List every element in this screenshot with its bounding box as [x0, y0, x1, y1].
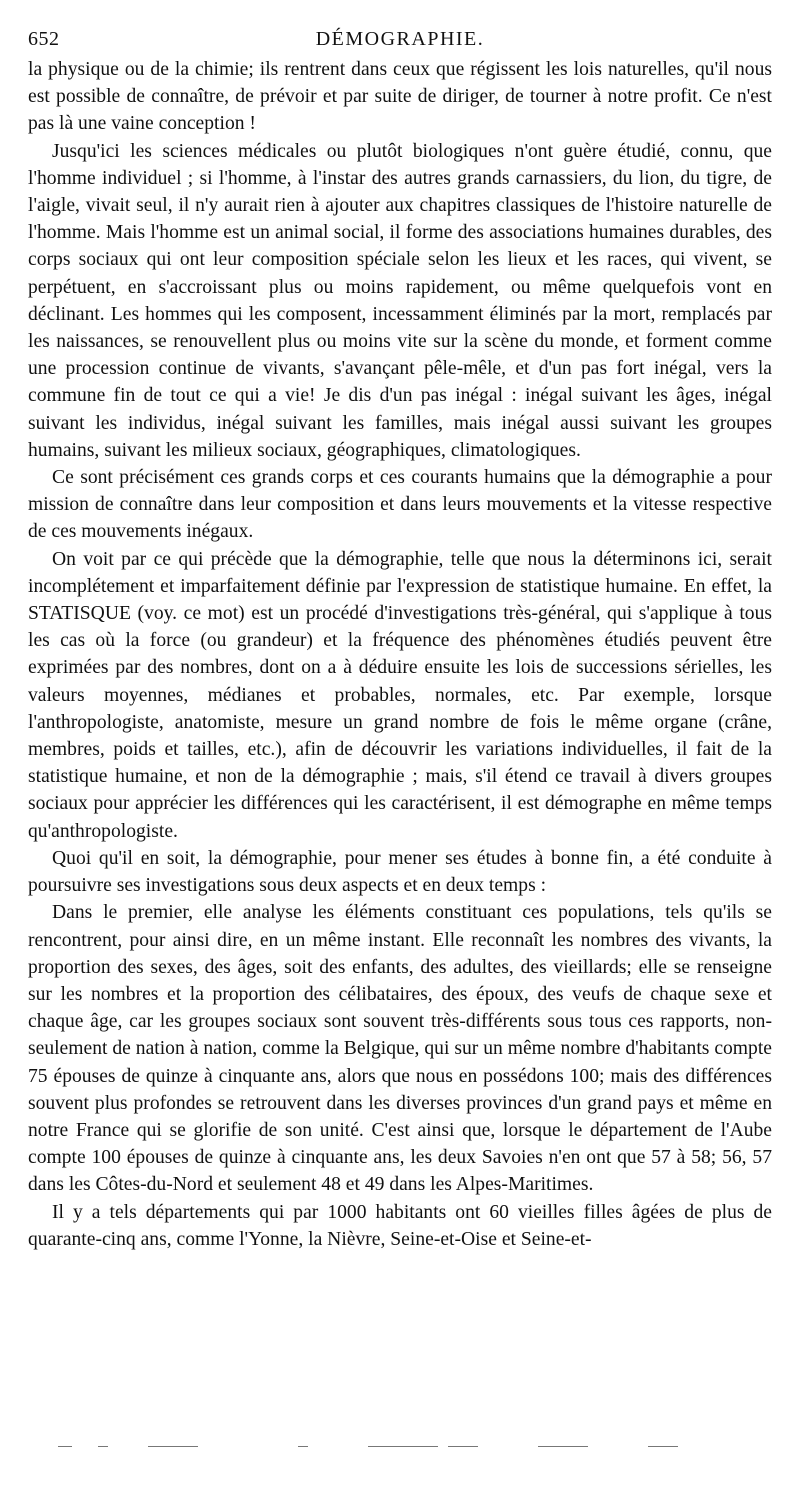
paragraph-7: Il y a tels départements qui par 1000 habitants ont 60 vieilles filles âgées de plus de quarante-cinq ans, comme l'Yonne, la Nièvre, Seine-et-Oise et Seine-et-: [28, 1201, 772, 1250]
page-number: 652: [28, 28, 60, 50]
running-head: [28, 22, 772, 56]
paragraph-4: On voit par ce qui précède que la démographie, telle que nous la déterminons ici, serait incomplétement et imparfaitement définie par l'expression de statistique humaine. En effet, la STATISQUE (voy. ce mot) est un procédé d'investigations très-général, qui s'applique à tous les cas où la force (ou grandeur) et la fréquence des phénomènes étudiés peuvent être exprimées par des nombres, dont on a à déduire ensuite les lois de successions sérielles, les valeurs moyennes, médianes et probables, normales, etc. Par exemple, lorsque l'anthropologiste, anatomiste, mesure un grand nombre de fois le même organe (crâne, membres, poids et tailles, etc.), afin de découvrir les variations individuelles, il fait de la statistique humaine, et non de la démographie ; mais, s'il étend ce travail à divers groupes sociaux pour apprécier les différences qui les caractérisent, il est démographe en même temps qu'anthropologiste.: [28, 548, 772, 842]
paragraph-1: la physique ou de la chimie; ils rentrent dans ceux que régissent les lois naturelles, qu'il nous est possible de connaître, de prévoir et par suite de diriger, de tourner à notre profit. Ce n'est pas là une vaine conception !: [28, 59, 772, 135]
document-page: [28, 22, 772, 1253]
running-title: DÉMOGRAPHIE.: [315, 28, 485, 50]
paragraph-5: Quoi qu'il en soit, la démographie, pour mener ses études à bonne fin, a été conduite à poursuivre ses investigations sous deux aspects et en deux temps :: [28, 847, 772, 897]
footer-rule: [28, 1446, 772, 1450]
paragraph-2: Jusqu'ici les sciences médicales ou plutôt biologiques n'ont guère étudié, connu, que l'homme individuel ; si l'homme, à l'instar des autres grands carnassiers, du lion, du tigre, de l'aigle, vivait seul, il n'y aurait rien à ajouter aux chapitres classiques de l'histoire naturelle de l'homme. Mais l'homme est un animal social, il forme des associations humaines durables, des corps sociaux qui ont leur composition spéciale selon les lieux et les races, qui vivent, se perpétuent, en s'accroissant plus ou moins rapidement, ou même quelquefois vont en déclinant. Les hommes qui les composent, incessamment éliminés par la mort, remplacés par les naissances, se renouvellent plus ou moins vite sur la scène du monde, et forment comme une procession continue de vivants, s'avançant pêle-mêle, et d'un pas fort inégal, vers la commune fin de tout ce qui a vie! Je dis d'un pas inégal : inégal suivant les âges, inégal suivant les individus, inégal suivant les familles, mais inégal aussi suivant les groupes humains, suivant les milieux sociaux, géographiques, climatologiques.: [28, 140, 772, 461]
paragraph-6: Dans le premier, elle analyse les éléments constituant ces populations, tels qu'ils se rencontrent, pour ainsi dire, en un même instant. Elle reconnaît les nombres des vivants, la proportion des sexes, des âges, soit des enfants, des adultes, des vieillards; elle se renseigne sur les nombres et la proportion des célibataires, des époux, des veufs de chaque sexe et chaque âge, car les groupes sociaux sont souvent très-différents sous tous ces rapports, non-seulement de nation à nation, comme la Belgique, qui sur un même nombre d'habitants compte 75 épouses de quinze à cinquante ans, alors que nous en possédons 100; mais des différences souvent plus profondes se retrouvent dans les diverses provinces d'un grand pays et même en notre France qui se glorifie de son unité. C'est ainsi que, lorsque le département de l'Aube compte 100 épouses de quinze à cinquante ans, les deux Savoies n'en ont que 57 à 58; 56, 57 dans les Côtes-du-Nord et seulement 48 et 49 dans les Alpes-Maritimes.: [28, 902, 772, 1196]
paragraph-3: Ce sont précisément ces grands corps et ces courants humains que la démographie a pour mission de connaître dans leur composition et dans leurs mouvements et la vitesse respective de ces mouvements inégaux.: [28, 467, 772, 543]
